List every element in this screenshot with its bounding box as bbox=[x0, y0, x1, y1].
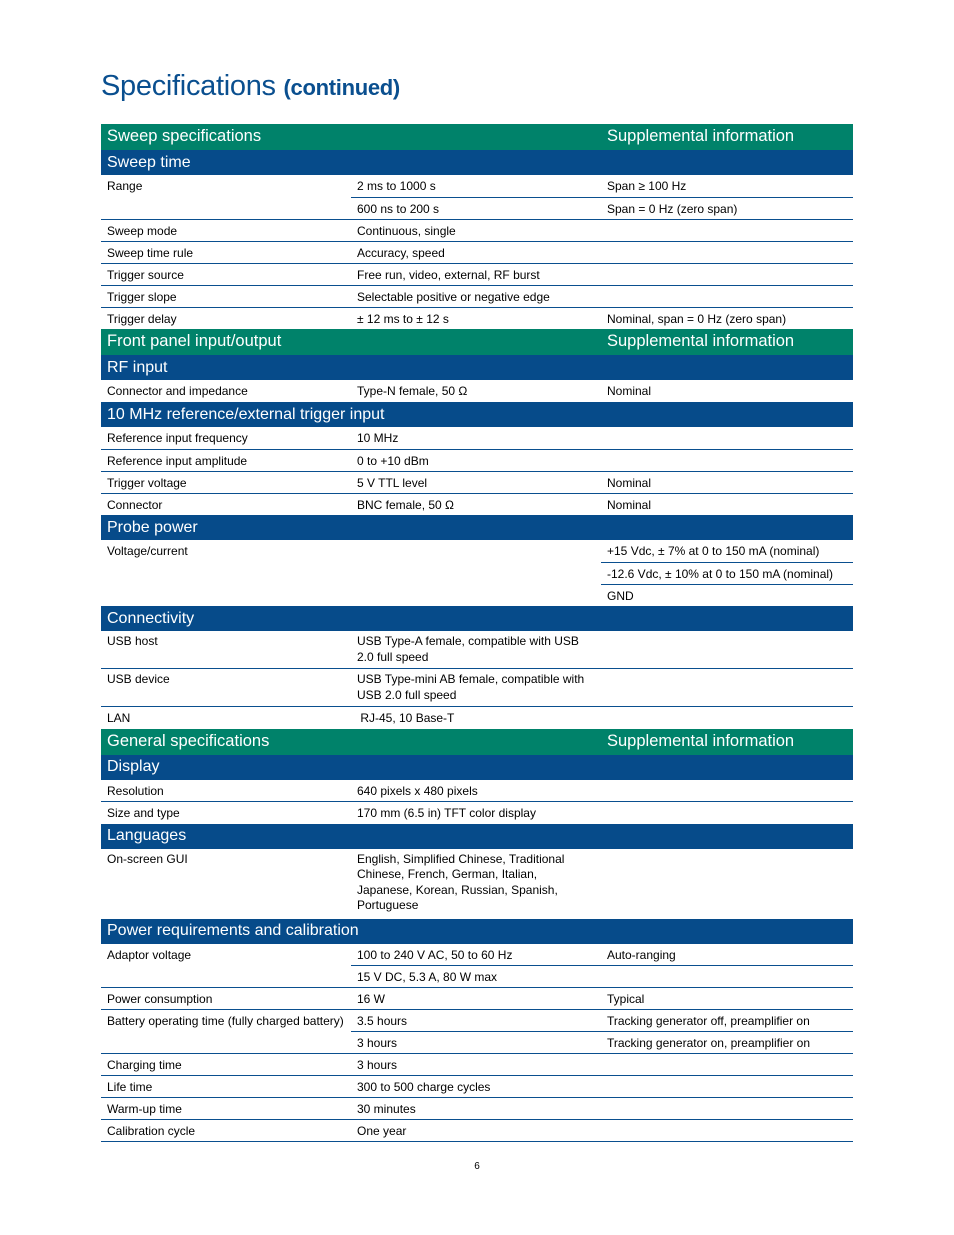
spec-value: 16 W bbox=[351, 988, 601, 1010]
spec-label: On-screen GUI bbox=[107, 851, 188, 866]
spec-value: 3 hours bbox=[351, 1054, 601, 1076]
table-row bbox=[101, 1120, 853, 1142]
header-supplemental: Supplemental information bbox=[601, 124, 853, 150]
table-row bbox=[101, 944, 853, 966]
spec-label: Resolution bbox=[101, 780, 351, 802]
table-row bbox=[101, 707, 853, 729]
spec-label: Sweep time rule bbox=[101, 241, 351, 263]
spec-supplemental bbox=[601, 219, 853, 241]
header-label: Front panel input/output bbox=[101, 329, 601, 355]
spec-label: Life time bbox=[101, 1076, 351, 1098]
subsection-label: Power requirements and calibration bbox=[101, 919, 853, 944]
spec-label: Trigger slope bbox=[101, 285, 351, 307]
spec-value: USB Type-A female, compatible with USB 2.0 full speed bbox=[351, 631, 601, 669]
spec-supplemental bbox=[601, 780, 853, 802]
spec-value: Free run, video, external, RF burst bbox=[351, 263, 601, 285]
spec-supplemental bbox=[601, 1076, 853, 1098]
table-row bbox=[101, 241, 853, 263]
header-supplemental: Supplemental information bbox=[601, 729, 853, 755]
table-row bbox=[101, 669, 853, 707]
table-row bbox=[101, 631, 853, 669]
spec-supplemental bbox=[601, 631, 853, 669]
spec-label: Size and type bbox=[107, 806, 180, 820]
spec-value: Type-N female, 50 Ω bbox=[357, 384, 468, 398]
spec-supplemental bbox=[601, 849, 853, 919]
subsection-label: Sweep time bbox=[101, 150, 853, 175]
spec-label: Range bbox=[101, 175, 351, 219]
title-suffix: (continued) bbox=[283, 75, 400, 100]
spec-value: 3.5 hours bbox=[351, 1010, 601, 1032]
section-header-sweep bbox=[101, 124, 853, 150]
table-row bbox=[101, 175, 853, 197]
spec-supplemental: Tracking generator on, preamplifier on bbox=[601, 1032, 853, 1054]
subsection-power bbox=[101, 919, 853, 944]
spec-value: USB Type-mini AB female, compatible with USB 2.0 full speed bbox=[351, 669, 601, 707]
spec-value: BNC female, 50 Ω bbox=[357, 497, 455, 512]
spec-supplemental bbox=[601, 1098, 853, 1120]
subsection-reference-input bbox=[101, 402, 853, 427]
spec-label: USB device bbox=[101, 669, 351, 707]
spec-value: 3 hours bbox=[351, 1032, 601, 1054]
table-row bbox=[101, 449, 853, 471]
spec-label: Connector bbox=[107, 497, 163, 512]
spec-supplemental: -12.6 Vdc, ± 10% at 0 to 150 mA (nominal) bbox=[601, 562, 853, 584]
spec-label: Warm-up time bbox=[101, 1098, 351, 1120]
spec-value: 10 MHz bbox=[351, 427, 601, 449]
table-row bbox=[101, 285, 853, 307]
header-supplemental: Supplemental information bbox=[601, 329, 853, 355]
spec-label: Trigger voltage bbox=[101, 471, 351, 493]
table-row bbox=[101, 471, 853, 493]
spec-supplemental: Nominal bbox=[601, 471, 853, 493]
spec-label: Reference input frequency bbox=[101, 427, 351, 449]
spec-supplemental bbox=[601, 1120, 853, 1142]
spec-value: Selectable positive or negative edge bbox=[351, 285, 601, 307]
spec-supplemental bbox=[601, 802, 853, 824]
spec-value: 0 to +10 dBm bbox=[351, 449, 601, 471]
table-row bbox=[101, 219, 853, 241]
subsection-label: Display bbox=[101, 755, 853, 780]
spec-value bbox=[351, 540, 601, 606]
spec-label: USB host bbox=[101, 631, 351, 669]
spec-label: Voltage/current bbox=[107, 544, 188, 558]
spec-supplemental bbox=[601, 427, 853, 449]
table-row bbox=[101, 849, 853, 919]
spec-value: 640 pixels x 480 pixels bbox=[351, 780, 601, 802]
spec-supplemental: Span = 0 Hz (zero span) bbox=[601, 197, 853, 219]
title-main: Specifications bbox=[101, 70, 276, 102]
subsection-label: Languages bbox=[101, 824, 853, 849]
spec-supplemental: Typical bbox=[601, 988, 853, 1010]
spec-label: Charging time bbox=[101, 1054, 351, 1076]
spec-value: English, Simplified Chinese, Traditional Chinese, French, German, Italian, Japanese, Korean, Russian, Spanish, Portuguese bbox=[357, 851, 565, 912]
table-row bbox=[101, 263, 853, 285]
spec-supplemental bbox=[601, 1054, 853, 1076]
subsection-label: Probe power bbox=[101, 515, 853, 540]
table-row bbox=[101, 780, 853, 802]
table-row bbox=[101, 307, 853, 329]
spec-label: Adaptor voltage bbox=[101, 944, 351, 988]
spec-value: One year bbox=[351, 1120, 601, 1142]
subsection-rf-input bbox=[101, 355, 853, 380]
spec-supplemental: Span ≥ 100 Hz bbox=[601, 175, 853, 197]
spec-label: Sweep mode bbox=[101, 219, 351, 241]
spec-supplemental bbox=[601, 449, 853, 471]
spec-supplemental bbox=[601, 263, 853, 285]
spec-value: 600 ns to 200 s bbox=[351, 197, 601, 219]
spec-value: 5 V TTL level bbox=[351, 471, 601, 493]
table-row bbox=[101, 1098, 853, 1120]
table-row bbox=[101, 802, 853, 824]
table-row bbox=[101, 380, 853, 402]
subsection-probe-power bbox=[101, 515, 853, 540]
spec-supplemental bbox=[601, 707, 853, 729]
spec-label: Trigger delay bbox=[107, 311, 177, 326]
spec-value: 2 ms to 1000 s bbox=[351, 175, 601, 197]
spec-label: Trigger source bbox=[101, 263, 351, 285]
spec-label: Connector and impedance bbox=[107, 384, 248, 398]
page-title bbox=[101, 70, 400, 103]
spec-value: ± 12 ms to ± 12 s bbox=[357, 311, 449, 326]
section-header-front-panel bbox=[101, 329, 853, 355]
spec-supplemental: +15 Vdc, ± 7% at 0 to 150 mA (nominal) bbox=[601, 540, 853, 562]
subsection-label: 10 MHz reference/external trigger input bbox=[101, 402, 853, 427]
header-label: Sweep specifications bbox=[101, 124, 601, 150]
spec-supplemental: Nominal bbox=[607, 497, 652, 512]
table-row bbox=[101, 427, 853, 449]
spec-supplemental: GND bbox=[607, 588, 634, 603]
spec-value: 100 to 240 V AC, 50 to 60 Hz bbox=[351, 944, 601, 966]
spec-supplemental bbox=[601, 241, 853, 263]
spec-value: 170 mm (6.5 in) TFT color display bbox=[357, 806, 536, 820]
table-row bbox=[101, 1054, 853, 1076]
page-number: 6 bbox=[474, 1161, 480, 1172]
table-row bbox=[101, 1076, 853, 1098]
subsection-connectivity bbox=[101, 606, 853, 631]
subsection-display bbox=[101, 755, 853, 780]
table-row bbox=[101, 540, 853, 562]
table-row bbox=[101, 493, 853, 515]
spec-value: 15 V DC, 5.3 A, 80 W max bbox=[351, 966, 601, 988]
spec-supplemental bbox=[601, 669, 853, 707]
table-row bbox=[101, 1010, 853, 1032]
subsection-label: RF input bbox=[101, 355, 853, 380]
spec-label: LAN bbox=[107, 711, 131, 725]
spec-value: 300 to 500 charge cycles bbox=[351, 1076, 601, 1098]
spec-supplemental: Nominal bbox=[607, 384, 652, 398]
spec-supplemental bbox=[601, 966, 853, 988]
subsection-sweep-time bbox=[101, 150, 853, 175]
spec-label: Battery operating time (fully charged battery) bbox=[101, 1010, 351, 1054]
spec-value: Continuous, single bbox=[351, 219, 601, 241]
spec-value: 30 minutes bbox=[351, 1098, 601, 1120]
spec-value: RJ-45, 10 Base-T bbox=[357, 711, 455, 725]
spec-supplemental: Tracking generator off, preamplifier on bbox=[601, 1010, 853, 1032]
spec-supplemental: Nominal, span = 0 Hz (zero span) bbox=[607, 311, 787, 326]
spec-label: Calibration cycle bbox=[101, 1120, 351, 1142]
spec-supplemental: Auto-ranging bbox=[601, 944, 853, 966]
section-header-general bbox=[101, 729, 853, 755]
spec-supplemental bbox=[601, 285, 853, 307]
subsection-label: Connectivity bbox=[101, 606, 853, 631]
specifications-table bbox=[101, 124, 853, 1142]
spec-value: Accuracy, speed bbox=[351, 241, 601, 263]
spec-label: Reference input amplitude bbox=[101, 449, 351, 471]
spec-label: Power consumption bbox=[101, 988, 351, 1010]
table-row bbox=[101, 988, 853, 1010]
subsection-languages bbox=[101, 824, 853, 849]
header-label: General specifications bbox=[101, 729, 601, 755]
